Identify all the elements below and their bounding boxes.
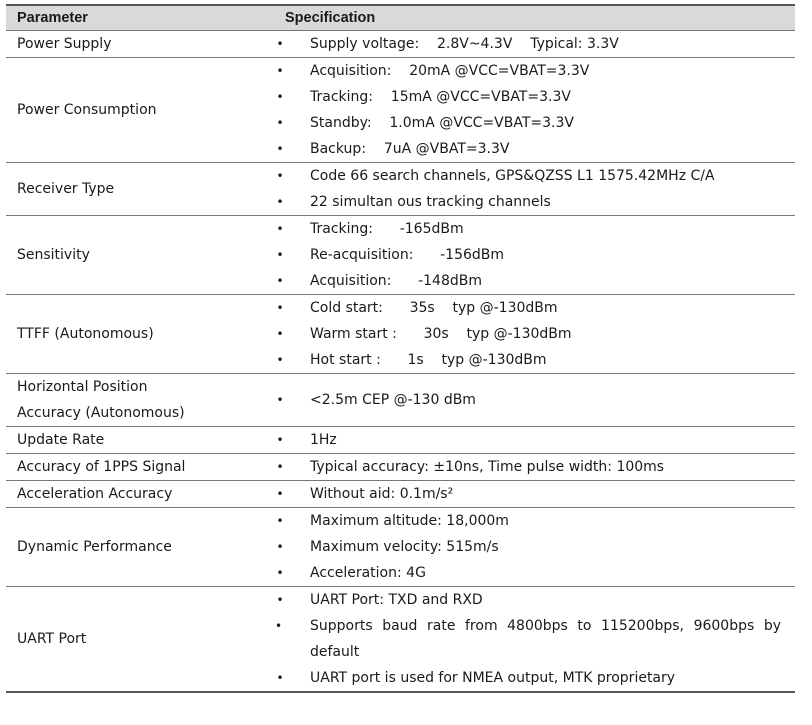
specification-cell (275, 454, 795, 481)
list-item (275, 387, 795, 413)
bullet-icon: • (276, 393, 284, 407)
bullet-icon: • (276, 433, 284, 447)
parameter-cell: Power Consumption (6, 58, 275, 163)
specification-cell (275, 427, 795, 454)
list-item (275, 665, 795, 691)
spec-list (275, 387, 795, 413)
list-item (275, 110, 795, 136)
list-item (275, 268, 795, 294)
list-item (275, 216, 795, 242)
spec-text: Maximum velocity: 515m/s (310, 539, 499, 555)
spec-text: Acceleration: 4G (310, 565, 426, 581)
parameter-label-line: Horizontal Position (17, 379, 148, 395)
list-item (275, 427, 795, 453)
bullet-icon: • (276, 274, 284, 288)
bullet-icon: • (276, 671, 284, 685)
spec-text: Acquisition: -148dBm (310, 273, 482, 289)
bullet-icon: • (276, 195, 284, 209)
spec-list (275, 58, 795, 162)
parameter-cell: Sensitivity (6, 216, 275, 295)
bullet-icon: • (276, 514, 284, 528)
parameter-cell: Power Supply (6, 31, 275, 58)
bullet-icon: • (276, 37, 284, 51)
bullet-icon: • (276, 248, 284, 262)
list-item (275, 481, 795, 507)
spec-text: Tracking: 15mA @VCC=VBAT=3.3V (310, 89, 571, 105)
list-item (275, 31, 795, 57)
spec-text: <2.5m CEP @-130 dBm (310, 392, 476, 408)
list-item (275, 136, 795, 162)
bullet-icon: • (276, 169, 284, 183)
bullet-icon: • (276, 327, 284, 341)
spec-text: Maximum altitude: 18,000m (310, 513, 509, 529)
table-row (6, 163, 795, 216)
spec-text: Tracking: -165dBm (310, 221, 464, 237)
spec-text: Re-acquisition: -156dBm (310, 247, 505, 263)
table-row (6, 216, 795, 295)
bullet-icon: • (276, 90, 284, 104)
header-row (6, 5, 795, 31)
spec-text: Cold start: 35s typ @-130dBm (310, 300, 558, 316)
list-item (275, 84, 795, 110)
spec-body (6, 31, 795, 693)
table-row (6, 295, 795, 374)
spec-text: 22 simultan ous tracking channels (310, 194, 551, 210)
bullet-icon: • (275, 619, 283, 633)
list-item (275, 508, 795, 534)
specification-cell (275, 481, 795, 508)
spec-text: Supports baud rate from 4800bps to 115200bps, 9600bps by default (310, 618, 786, 660)
parameter-label-line: Accuracy (Autonomous) (17, 405, 185, 421)
bullet-icon: • (276, 222, 284, 236)
bullet-icon: • (276, 593, 284, 607)
bullet-icon: • (276, 142, 284, 156)
spec-list (275, 481, 795, 507)
header-parameter: Parameter (6, 5, 275, 31)
spec-text: Acquisition: 20mA @VCC=VBAT=3.3V (310, 63, 590, 79)
table-row (6, 374, 795, 427)
parameter-cell: Update Rate (6, 427, 275, 454)
parameter-cell: Receiver Type (6, 163, 275, 216)
header-specification: Specification (275, 5, 795, 31)
specification-cell (275, 295, 795, 374)
bullet-icon: • (276, 353, 284, 367)
bullet-icon: • (276, 460, 284, 474)
spec-table (6, 4, 795, 693)
spec-list (275, 31, 795, 57)
parameter-cell: Dynamic Performance (6, 508, 275, 587)
list-item (275, 534, 795, 560)
list-item (275, 454, 795, 480)
list-item (275, 560, 795, 586)
parameter-cell (6, 374, 275, 427)
table-row (6, 31, 795, 58)
table-row (6, 587, 795, 693)
specification-cell (275, 374, 795, 427)
list-item (275, 163, 795, 189)
spec-list (275, 454, 795, 480)
spec-text: UART Port: TXD and RXD (310, 592, 483, 608)
spec-text: UART port is used for NMEA output, MTK proprietary (310, 670, 676, 686)
spec-text: Typical accuracy: ±10ns, Time pulse width: 100ms (310, 459, 665, 475)
bullet-icon: • (276, 540, 284, 554)
spec-list (275, 587, 795, 691)
spec-list (275, 508, 795, 586)
bullet-icon: • (276, 487, 284, 501)
list-item (275, 189, 795, 215)
spec-text: 1Hz (310, 432, 337, 448)
specification-cell (275, 587, 795, 693)
specification-cell (275, 58, 795, 163)
table-row (6, 508, 795, 587)
list-item (275, 58, 795, 84)
table-row (6, 481, 795, 508)
parameter-cell: Acceleration Accuracy (6, 481, 275, 508)
list-item (275, 587, 795, 613)
spec-list (275, 216, 795, 294)
table-row (6, 427, 795, 454)
spec-list (275, 163, 795, 215)
parameter-cell: Accuracy of 1PPS Signal (6, 454, 275, 481)
specification-cell (275, 508, 795, 587)
specification-cell (275, 216, 795, 295)
specification-cell (275, 163, 795, 216)
spec-text: Supply voltage: 2.8V~4.3V Typical: 3.3V (310, 36, 619, 52)
bullet-icon: • (276, 566, 284, 580)
spec-list (275, 295, 795, 373)
list-item (275, 295, 795, 321)
list-item (275, 242, 795, 268)
spec-text: Without aid: 0.1m/s² (310, 486, 454, 502)
spec-text: Backup: 7uA @VBAT=3.3V (310, 141, 510, 157)
list-item (275, 613, 795, 665)
table-row (6, 454, 795, 481)
spec-text: Code 66 search channels, GPS&QZSS L1 1575.42MHz C/A (310, 168, 715, 184)
spec-text: Hot start : 1s typ @-130dBm (310, 352, 547, 368)
table-row (6, 58, 795, 163)
spec-text: Standby: 1.0mA @VCC=VBAT=3.3V (310, 115, 574, 131)
bullet-icon: • (276, 301, 284, 315)
specification-cell (275, 31, 795, 58)
parameter-cell: TTFF (Autonomous) (6, 295, 275, 374)
spec-list (275, 427, 795, 453)
parameter-cell: UART Port (6, 587, 275, 693)
bullet-icon: • (276, 64, 284, 78)
bullet-icon: • (276, 116, 284, 130)
list-item (275, 347, 795, 373)
spec-text: Warm start : 30s typ @-130dBm (310, 326, 572, 342)
list-item (275, 321, 795, 347)
